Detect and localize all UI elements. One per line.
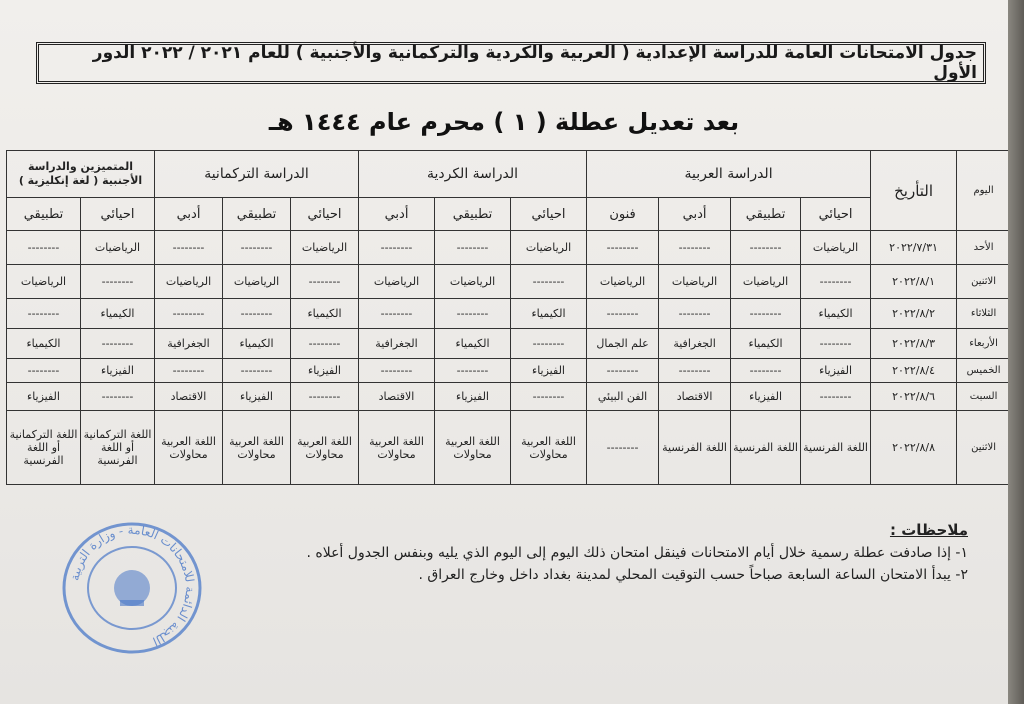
subject-cell: اللغة التركمانية أو اللغة الفرنسية <box>81 411 155 485</box>
subject-cell: الفيزياء <box>291 359 359 383</box>
subject-cell: اللغة العربية محاولات <box>155 411 223 485</box>
sub-header-arts: فنون <box>587 198 659 231</box>
subject-cell: -------- <box>81 383 155 411</box>
subject-cell: الرياضيات <box>7 265 81 299</box>
day-cell: الأحد <box>957 231 1011 265</box>
note-item: ١- إذا صادفت عطلة رسمية خلال أيام الامتحانات فينقل امتحان ذلك اليوم إلى اليوم الذي يليه وبنفس الجدول أعلاه . <box>306 545 968 561</box>
table-row <box>7 231 1011 265</box>
day-cell: الثلاثاء <box>957 299 1011 329</box>
subject-cell: الكيمياء <box>223 329 291 359</box>
table-row <box>7 383 1011 411</box>
subject-cell: الرياضيات <box>731 265 801 299</box>
subject-cell: الرياضيات <box>435 265 511 299</box>
subject-cell: الرياضيات <box>291 231 359 265</box>
subject-cell: الاقتصاد <box>659 383 731 411</box>
notes-heading: ملاحظات : <box>889 521 968 539</box>
subject-cell: الجغرافية <box>155 329 223 359</box>
subject-cell: -------- <box>659 359 731 383</box>
subject-cell: -------- <box>223 359 291 383</box>
arabic-study-header: الدراسة العربية <box>587 151 871 198</box>
date-cell: ٢٠٢٢/٨/١ <box>871 265 957 299</box>
sub-header-lit: أدبي <box>359 198 435 231</box>
day-cell: الاثنين <box>957 265 1011 299</box>
subject-cell: -------- <box>291 329 359 359</box>
subject-cell: -------- <box>659 231 731 265</box>
scan-edge <box>1008 0 1024 704</box>
sub-header-bio: احيائي <box>511 198 587 231</box>
subject-cell: الرياضيات <box>223 265 291 299</box>
subject-cell: -------- <box>587 359 659 383</box>
subject-cell: الفيزياء <box>731 383 801 411</box>
subject-cell: -------- <box>801 265 871 299</box>
table-row <box>7 411 1011 485</box>
day-cell: السبت <box>957 383 1011 411</box>
sub-header-app: تطبيقي <box>223 198 291 231</box>
svg-text:اللجنة الدائمة للامتحانات العا: اللجنة الدائمة للامتحانات العامة - وزارة التربية <box>67 522 198 649</box>
date-cell: ٢٠٢٢/٨/٢ <box>871 299 957 329</box>
subject-cell: الفيزياء <box>81 359 155 383</box>
subject-cell: الكيمياء <box>81 299 155 329</box>
kurdish-study-header: الدراسة الكردية <box>359 151 587 198</box>
ministry-seal-stamp <box>60 520 204 656</box>
subject-cell: -------- <box>223 231 291 265</box>
date-cell: ٢٠٢٢/٧/٣١ <box>871 231 957 265</box>
subject-cell: الكيمياء <box>801 299 871 329</box>
subject-cell: -------- <box>291 383 359 411</box>
subject-cell: -------- <box>511 383 587 411</box>
subject-cell: الكيمياء <box>7 329 81 359</box>
table-row <box>7 265 1011 299</box>
table-row <box>7 359 1011 383</box>
subject-cell: -------- <box>731 359 801 383</box>
subject-cell: -------- <box>435 231 511 265</box>
subject-cell: اللغة الفرنسية <box>731 411 801 485</box>
subject-cell: -------- <box>223 299 291 329</box>
subject-cell: -------- <box>155 359 223 383</box>
subject-cell: الفيزياء <box>223 383 291 411</box>
date-cell: ٢٠٢٢/٨/٣ <box>871 329 957 359</box>
subject-cell: -------- <box>587 231 659 265</box>
document-subtitle: بعد تعديل عطلة ( ١ ) محرم عام ١٤٤٤ هـ <box>268 108 740 136</box>
sub-header-bio: احيائي <box>291 198 359 231</box>
subject-cell: -------- <box>511 329 587 359</box>
subject-cell: الاقتصاد <box>359 383 435 411</box>
subject-cell: -------- <box>155 231 223 265</box>
date-cell: ٢٠٢٢/٨/٦ <box>871 383 957 411</box>
sub-header-app: تطبيقي <box>435 198 511 231</box>
subject-cell: -------- <box>731 299 801 329</box>
subject-cell: الرياضيات <box>359 265 435 299</box>
turkmen-study-header: الدراسة التركمانية <box>155 151 359 198</box>
day-cell: الخميس <box>957 359 1011 383</box>
subject-cell: -------- <box>587 299 659 329</box>
subject-cell: الرياضيات <box>801 231 871 265</box>
subject-cell: اللغة العربية محاولات <box>511 411 587 485</box>
subject-cell: اللغة التركمانية أو اللغة الفرنسية <box>7 411 81 485</box>
day-column-header: اليوم <box>957 151 1011 231</box>
subject-cell: -------- <box>81 329 155 359</box>
subject-cell: الكيمياء <box>291 299 359 329</box>
subject-cell: اللغة الفرنسية <box>801 411 871 485</box>
subject-cell: اللغة العربية محاولات <box>291 411 359 485</box>
subject-cell: -------- <box>7 231 81 265</box>
subject-cell: الجغرافية <box>359 329 435 359</box>
subject-cell: الفيزياء <box>435 383 511 411</box>
sub-header-lit: أدبي <box>659 198 731 231</box>
day-cell: الاثنين <box>957 411 1011 485</box>
sub-header-bio: احيائي <box>81 198 155 231</box>
subject-cell: الرياضيات <box>587 265 659 299</box>
subject-cell: -------- <box>435 299 511 329</box>
subject-cell: اللغة العربية محاولات <box>223 411 291 485</box>
subject-cell: -------- <box>801 329 871 359</box>
subject-cell: الفيزياء <box>7 383 81 411</box>
subject-cell: الكيمياء <box>511 299 587 329</box>
subject-cell: -------- <box>801 383 871 411</box>
title-text: جدول الامتحانات العامة للدراسة الإعدادية ( العربية والكردية والتركمانية والأجنبية ) للعام ٢٠٢١ / ٢٠٢٢ الدور الأول <box>92 43 977 83</box>
table-row <box>7 299 1011 329</box>
subject-cell: الرياضيات <box>659 265 731 299</box>
subject-cell: -------- <box>359 231 435 265</box>
date-cell: ٢٠٢٢/٨/٤ <box>871 359 957 383</box>
exam-schedule-table <box>6 150 1011 485</box>
subject-cell: -------- <box>659 299 731 329</box>
subject-cell: الفن البيئي <box>587 383 659 411</box>
note-item: ٢- يبدأ الامتحان الساعة السابعة صباحاً حسب التوقيت المحلي لمدينة بغداد داخل وخارج العراق . <box>418 567 968 584</box>
notes-section <box>208 518 968 587</box>
subject-cell: -------- <box>511 265 587 299</box>
subject-cell: اللغة العربية محاولات <box>359 411 435 485</box>
subject-cell: -------- <box>291 265 359 299</box>
sub-header-lit: أدبي <box>155 198 223 231</box>
subject-cell: -------- <box>435 359 511 383</box>
sub-header-bio: احيائي <box>801 198 871 231</box>
date-column-header: التأريخ <box>871 151 957 231</box>
subject-cell: اللغة الفرنسية <box>659 411 731 485</box>
subject-cell: -------- <box>155 299 223 329</box>
sub-header-app: تطبيقي <box>731 198 801 231</box>
subject-cell: الكيمياء <box>731 329 801 359</box>
subject-cell: الفيزياء <box>801 359 871 383</box>
subject-cell: الرياضيات <box>155 265 223 299</box>
subject-cell: -------- <box>359 299 435 329</box>
document-title <box>36 42 986 84</box>
day-cell: الأربعاء <box>957 329 1011 359</box>
subject-cell: الكيمياء <box>435 329 511 359</box>
subject-cell: -------- <box>7 359 81 383</box>
subject-cell: -------- <box>587 411 659 485</box>
subject-cell: -------- <box>359 359 435 383</box>
subject-cell: الرياضيات <box>81 231 155 265</box>
subject-cell: -------- <box>81 265 155 299</box>
subject-cell: علم الجمال <box>587 329 659 359</box>
subject-cell: الفيزياء <box>511 359 587 383</box>
excel-foreign-study-header: المتميزين والدراسة الأجنبية ( لغة إنكليزية ) <box>7 151 155 198</box>
sub-header-app: تطبيقي <box>7 198 81 231</box>
subject-cell: الرياضيات <box>511 231 587 265</box>
subject-cell: الاقتصاد <box>155 383 223 411</box>
subject-cell: -------- <box>731 231 801 265</box>
subject-cell: الجغرافية <box>659 329 731 359</box>
subject-cell: اللغة العربية محاولات <box>435 411 511 485</box>
table-row <box>7 329 1011 359</box>
date-cell: ٢٠٢٢/٨/٨ <box>871 411 957 485</box>
subject-cell: -------- <box>7 299 81 329</box>
